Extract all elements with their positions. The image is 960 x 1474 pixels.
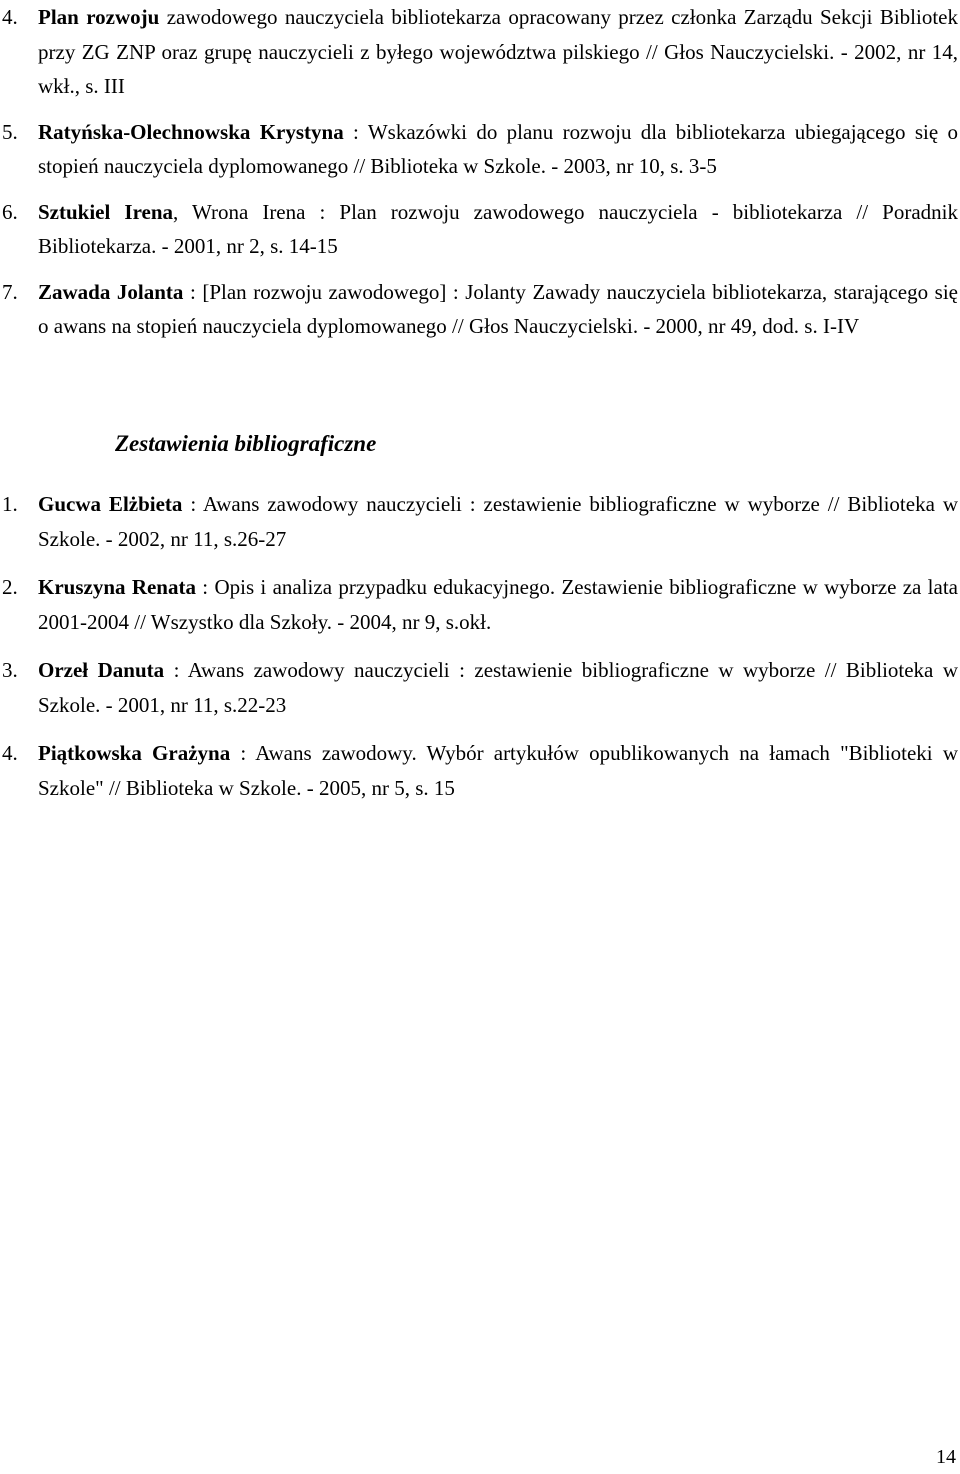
bibliography-list-compilations	[0, 487, 960, 806]
item-author: Sztukiel Irena	[38, 199, 174, 224]
item-number: 7.	[2, 279, 18, 304]
item-text: : Awans zawodowy nauczycieli : zestawienie bibliograficzne w wyborze // Biblioteka w Szkole. - 2002, nr 11, s.26-27	[38, 492, 958, 551]
item-number: 4.	[2, 5, 18, 29]
item-text: : Wskazówki do planu rozwoju dla bibliotekarza ubiegającego się o stopień nauczyciela dyplomowanego // Biblioteka w Szkole. - 2003, nr 10, s. 3-5	[38, 119, 959, 178]
item-author: Ratyńska-Olechnowska Krystyna	[38, 119, 344, 144]
item-author: Piątkowska Grażyna	[38, 741, 231, 765]
item-number: 3.	[2, 658, 18, 682]
page-number: 14	[936, 1446, 956, 1468]
bibliography-list-plans	[0, 0, 960, 344]
item-author: Zawada Jolanta	[38, 279, 184, 304]
item-number: 2.	[2, 575, 18, 599]
item-author: Plan rozwoju	[38, 5, 160, 29]
item-text: : [Plan rozwoju zawodowego] : Jolanty Zawady nauczyciela bibliotekarza, starającego się o awans na stopień nauczyciela dyplomowanego // Głos Nauczycielski. - 2000, nr 49, dod. s. I-IV	[38, 279, 958, 338]
item-text: : Awans zawodowy nauczycieli : zestawienie bibliograficzne w wyborze // Biblioteka w Szkole. - 2001, nr 11, s.22-23	[38, 658, 959, 717]
item-text: : Awans zawodowy. Wybór artykułów opublikowanych na łamach "Biblioteki w Szkole" // Biblioteka w Szkole. - 2005, nr 5, s. 15	[38, 741, 958, 800]
item-text: : Opis i analiza przypadku edukacyjnego. Zestawienie bibliograficzne w wyborze za lata 2001-2004 // Wszystko dla Szkoły. - 2004, nr 9, s.okł.	[38, 575, 958, 634]
item-number: 5.	[2, 119, 18, 144]
list-item	[0, 195, 960, 264]
item-text: , Wrona Irena : Plan rozwoju zawodowego nauczyciela - bibliotekarza // Poradnik Bibliotekarza. - 2001, nr 2, s. 14-15	[38, 199, 958, 258]
list-item	[0, 653, 960, 723]
item-number: 6.	[2, 199, 18, 224]
item-number: 4.	[2, 741, 18, 765]
section-heading: Zestawienia bibliograficzne	[115, 431, 377, 456]
list-item	[0, 736, 960, 806]
list-item	[0, 275, 960, 344]
item-author: Orzeł Danuta	[38, 658, 165, 682]
item-number: 1.	[2, 492, 18, 516]
list-item	[0, 487, 960, 557]
list-item	[0, 115, 960, 184]
list-item	[0, 0, 960, 104]
item-author: Kruszyna Renata	[38, 575, 196, 599]
item-author: Gucwa Elżbieta	[38, 492, 183, 516]
list-item	[0, 570, 960, 640]
item-text: zawodowego nauczyciela bibliotekarza opracowany przez członka Zarządu Sekcji Bibliotek przy ZG ZNP oraz grupę nauczycieli z byłego województwa pilskiego // Głos Nauczycielski. - 2002, nr 14, wkł., s. III	[38, 5, 958, 98]
